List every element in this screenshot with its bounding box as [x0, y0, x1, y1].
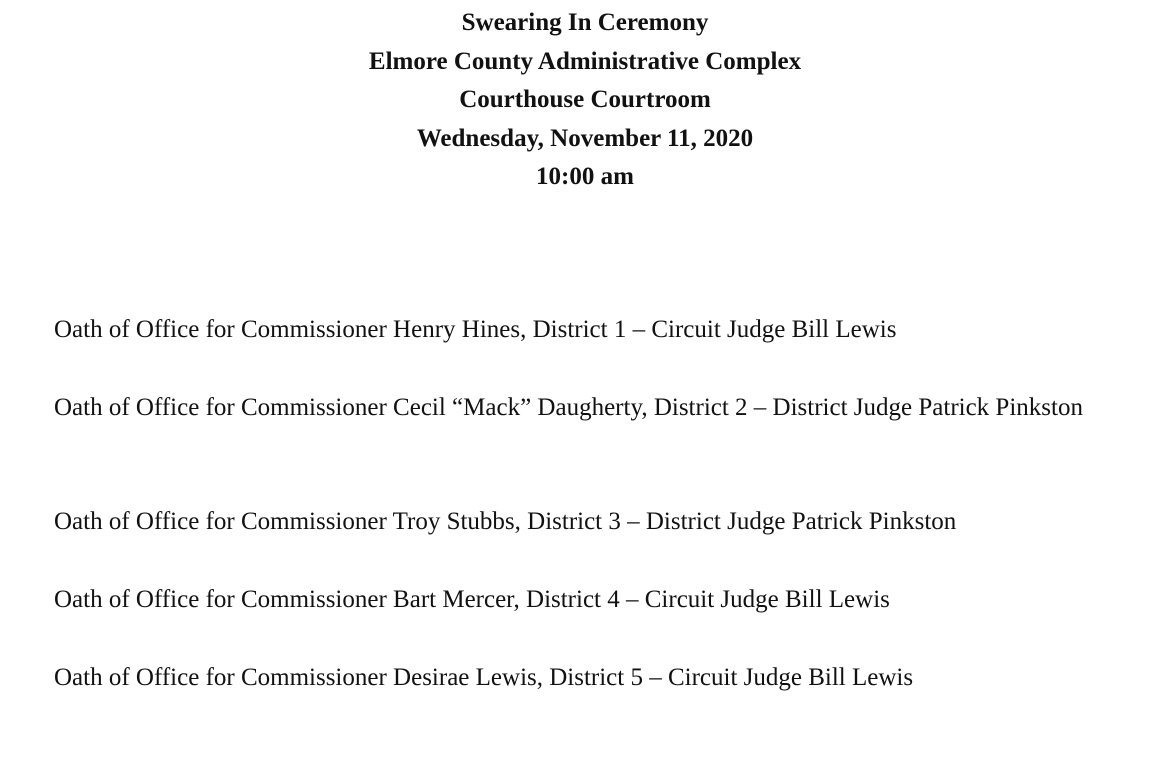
oath-item-text: Oath of Office for Commissioner Henry Hines, District 1 – Circuit Judge Bill Lewis [54, 316, 897, 343]
venue-name: Elmore County Administrative Complex [368, 47, 802, 75]
ceremony-time: 10:00 am [536, 163, 634, 190]
oath-item-district-1 [54, 312, 1154, 348]
venue-room: Courthouse Courtroom [459, 86, 711, 113]
oath-item-text: Oath of Office for Commissioner Bart Mercer, District 4 – Circuit Judge Bill Lewis [54, 586, 890, 613]
oath-item-district-5 [54, 660, 1154, 696]
oath-item-district-2 [54, 390, 1154, 426]
oath-item-text: Oath of Office for Commissioner Troy Stubbs, District 3 – District Judge Patrick Pinkston [54, 508, 957, 535]
oath-item-district-4 [54, 582, 1154, 618]
ceremony-date: Wednesday, November 11, 2020 [416, 124, 754, 152]
ceremony-title: Swearing In Ceremony [461, 9, 709, 36]
ceremony-header [0, 4, 1170, 197]
oath-item-text: Oath of Office for Commissioner Desirae Lewis, District 5 – Circuit Judge Bill Lewis [54, 664, 914, 691]
oath-item-text: Oath of Office for Commissioner Cecil “Mack” Daugherty, District 2 – District Judge Patrick Pinkston [54, 394, 1083, 421]
oath-item-district-3 [54, 504, 1154, 540]
